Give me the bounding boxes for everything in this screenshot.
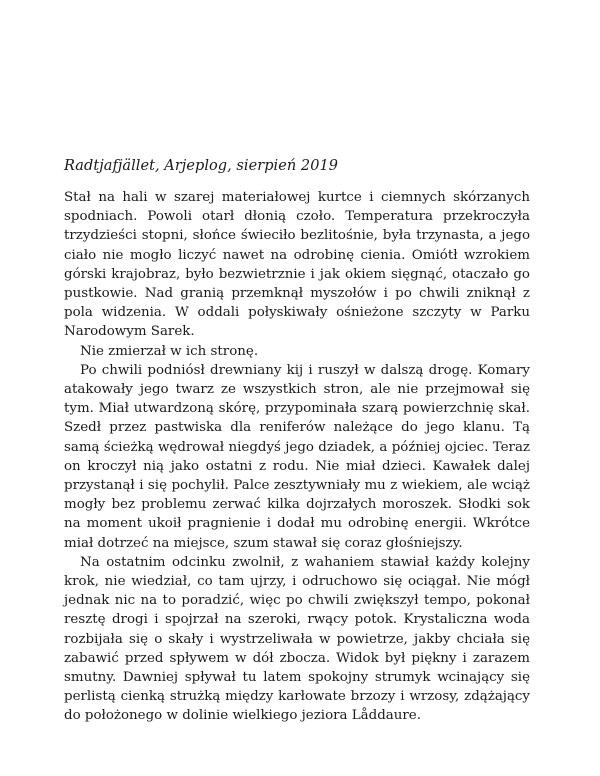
document-page [64, 156, 530, 726]
paragraph: Po chwili podniósł drewniany kij i ruszył w dalszą drogę. Komary atakowały jego twarz ze wszystkich stron, ale nie przejmował się tym. Miał utwardzoną skórę, przypominała szarą powierzchnię skał. Szedł przez pastwiska dla reniferów należące do jego klanu. Tą samą ścieżką wędrował niegdyś jego dziadek, a później ojciec. Teraz on kroczył nią jako ostatni z rodu. Nie miał dzieci. Kawałek dalej przystanął i się pochylił. Palce zesztywniały mu z wiekiem, ale wciąż mogły bez problemu zerwać kilka dojrzałych moroszek. Słodki sok na moment ukoił pragnienie i dodał mu odrobinę energii. Wkrótce miał dotrzeć na miejsce, szum stawał się coraz głośniejszy. [64, 362, 530, 551]
body-text [64, 188, 530, 726]
paragraph: Nie zmierzał w ich stronę. [80, 343, 259, 359]
chapter-heading: Radtjafjället, Arjeplog, sierpień 2019 [64, 158, 339, 174]
paragraph: Na ostatnim odcinku zwolnił, z wahaniem stawiał każdy kolejny krok, nie wiedział, co tam ujrzy, i odruchowo się ociągał. Nie mógł jednak nic na to poradzić, więc po chwili zwiększył tempo, pokonał resztę drogi i spojrzał na szeroki, rwący potok. Krystaliczna woda rozbijała się o skały i wystrzeliwała w powietrze, jakby chciała się zabawić przed spływem w dół zbocza. Widok był piękny i zarazem smutny. Dawniej spływał tu latem spokojny strumyk wcinający się perlistą cienką strużką między karłowate brzozy i wrzosy, zdążający do położonego w dolinie wielkiego jeziora Låddaure. [64, 554, 530, 724]
paragraph: Stał na hali w szarej materiałowej kurtce i ciemnych skórzanych spodniach. Powoli otarł dłonią czoło. Temperatura przekroczyła trzydzieści stopni, słońce świeciło bezlitośnie, była trzynasta, a jego ciało nie mogło liczyć nawet na odrobinę cienia. Omiótł wzrokiem górski krajobraz, było bezwietrznie i jak okiem sięgnąć, otaczało go pustkowie. Nad granią przemknął myszołów i po chwili zniknął z pola widzenia. W oddali połyskiwały ośnieżone szczyty w Parku Narodowym Sarek. [64, 190, 530, 340]
